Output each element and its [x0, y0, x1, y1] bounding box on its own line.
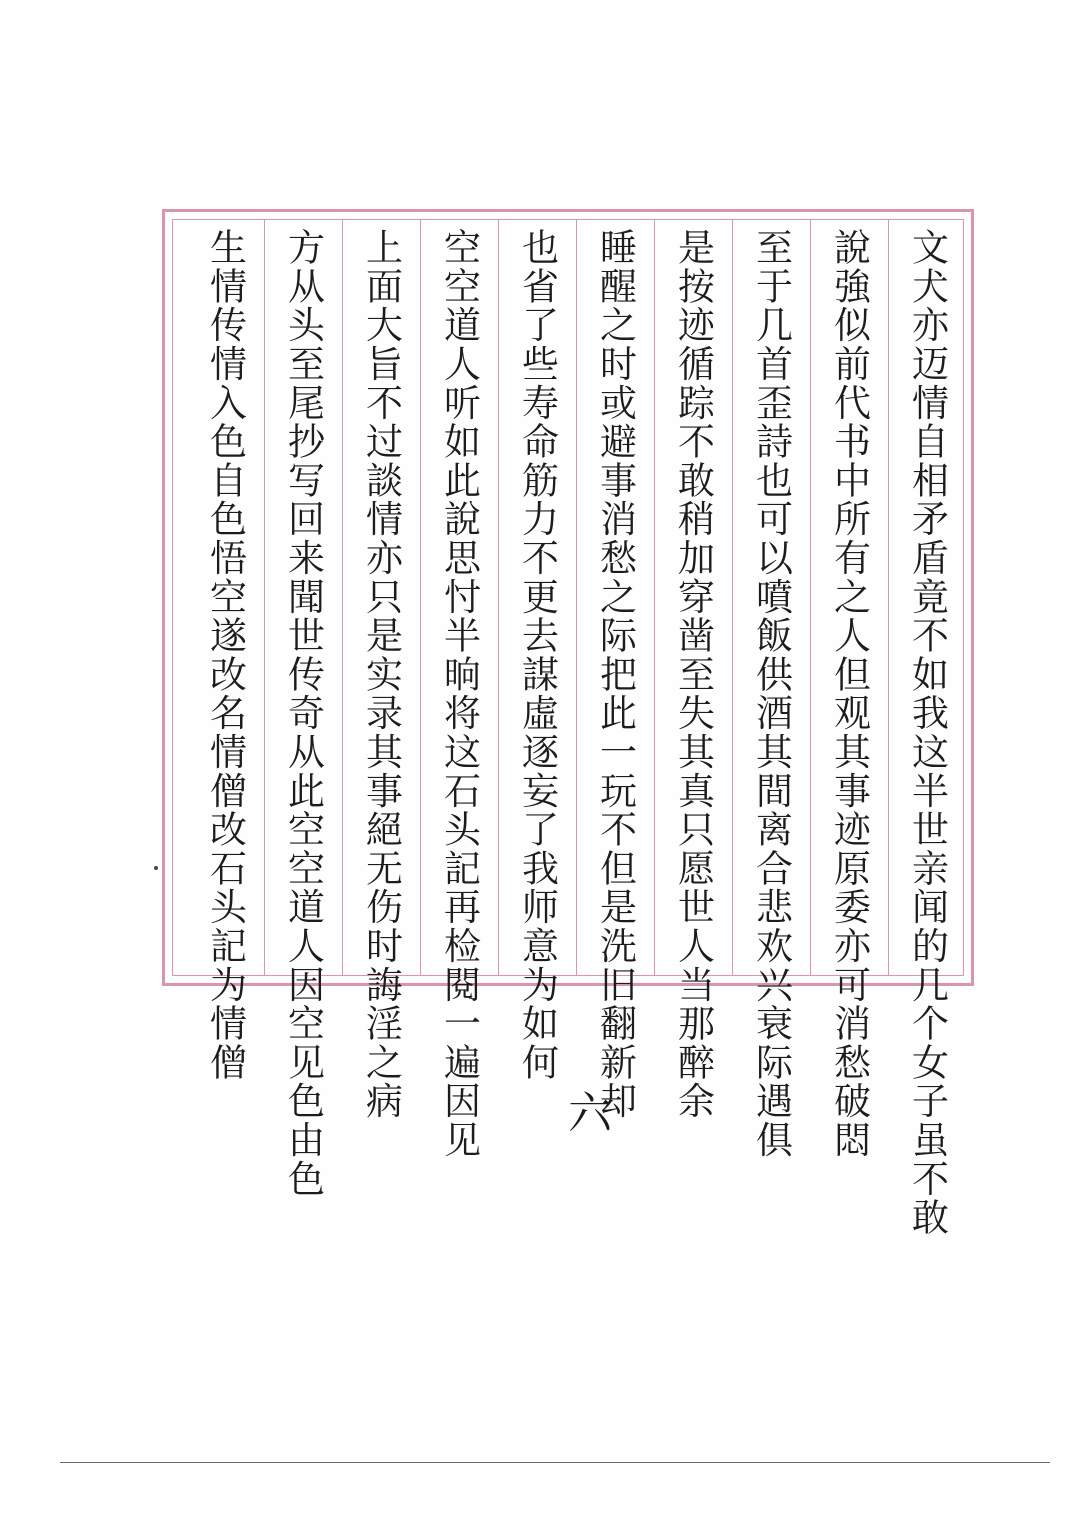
text-column-4 — [654, 228, 732, 1121]
column-divider — [732, 220, 733, 975]
column-text: 也省了些寿命筋力不更去謀虛逐妄了我师意为如何 — [515, 228, 559, 1082]
manuscript-grid — [172, 219, 964, 1237]
column-text: 說強似前代书中所有之人但观其事迹原委亦可消愁破悶 — [827, 228, 871, 1160]
column-text: 睡醒之时或避事消愁之际把此一玩不但是洗旧翻新却 — [593, 228, 637, 1121]
column-divider — [264, 220, 265, 975]
column-text: 方从头至尾抄写回来聞世传奇从此空空道人因空见色由色 — [281, 228, 325, 1198]
scan-edge-line — [60, 1462, 1050, 1463]
text-column-2 — [810, 228, 888, 1160]
column-divider — [342, 220, 343, 975]
text-column-1 — [888, 228, 966, 1237]
column-divider — [576, 220, 577, 975]
scan-speck — [154, 866, 158, 870]
column-divider — [420, 220, 421, 975]
text-column-7 — [420, 228, 498, 1160]
text-column-3 — [732, 228, 810, 1160]
text-column-10 — [186, 228, 264, 1082]
text-column-9 — [264, 228, 342, 1198]
column-text: 空空道人听如此說思忖半晌将这石头記再检閱一遍因见 — [437, 228, 481, 1160]
column-divider — [498, 220, 499, 975]
text-column-8 — [342, 228, 420, 1121]
column-divider — [654, 220, 655, 975]
column-text: 上面大旨不过談情亦只是实录其事絕无伤时誨淫之病 — [359, 228, 403, 1121]
column-text: 至于几首歪詩也可以噴飯供酒其間离合悲欢兴衰际遇俱 — [749, 228, 793, 1160]
column-divider — [810, 220, 811, 975]
manuscript-frame — [162, 209, 974, 1237]
text-column-5 — [576, 228, 654, 1121]
page-number: 六 — [568, 1088, 612, 1139]
column-text: 生情传情入色自色悟空遂改名情僧改石头記为情僧 — [203, 228, 247, 1082]
column-text: 是按迹循踪不敢稍加穿凿至失其真只愿世人当那醉余 — [671, 228, 715, 1121]
text-column-6 — [498, 228, 576, 1082]
column-divider — [888, 220, 889, 975]
column-text: 文犬亦迈情自相矛盾竟不如我这半世亲闻的几个女子虽不敢 — [905, 228, 949, 1237]
